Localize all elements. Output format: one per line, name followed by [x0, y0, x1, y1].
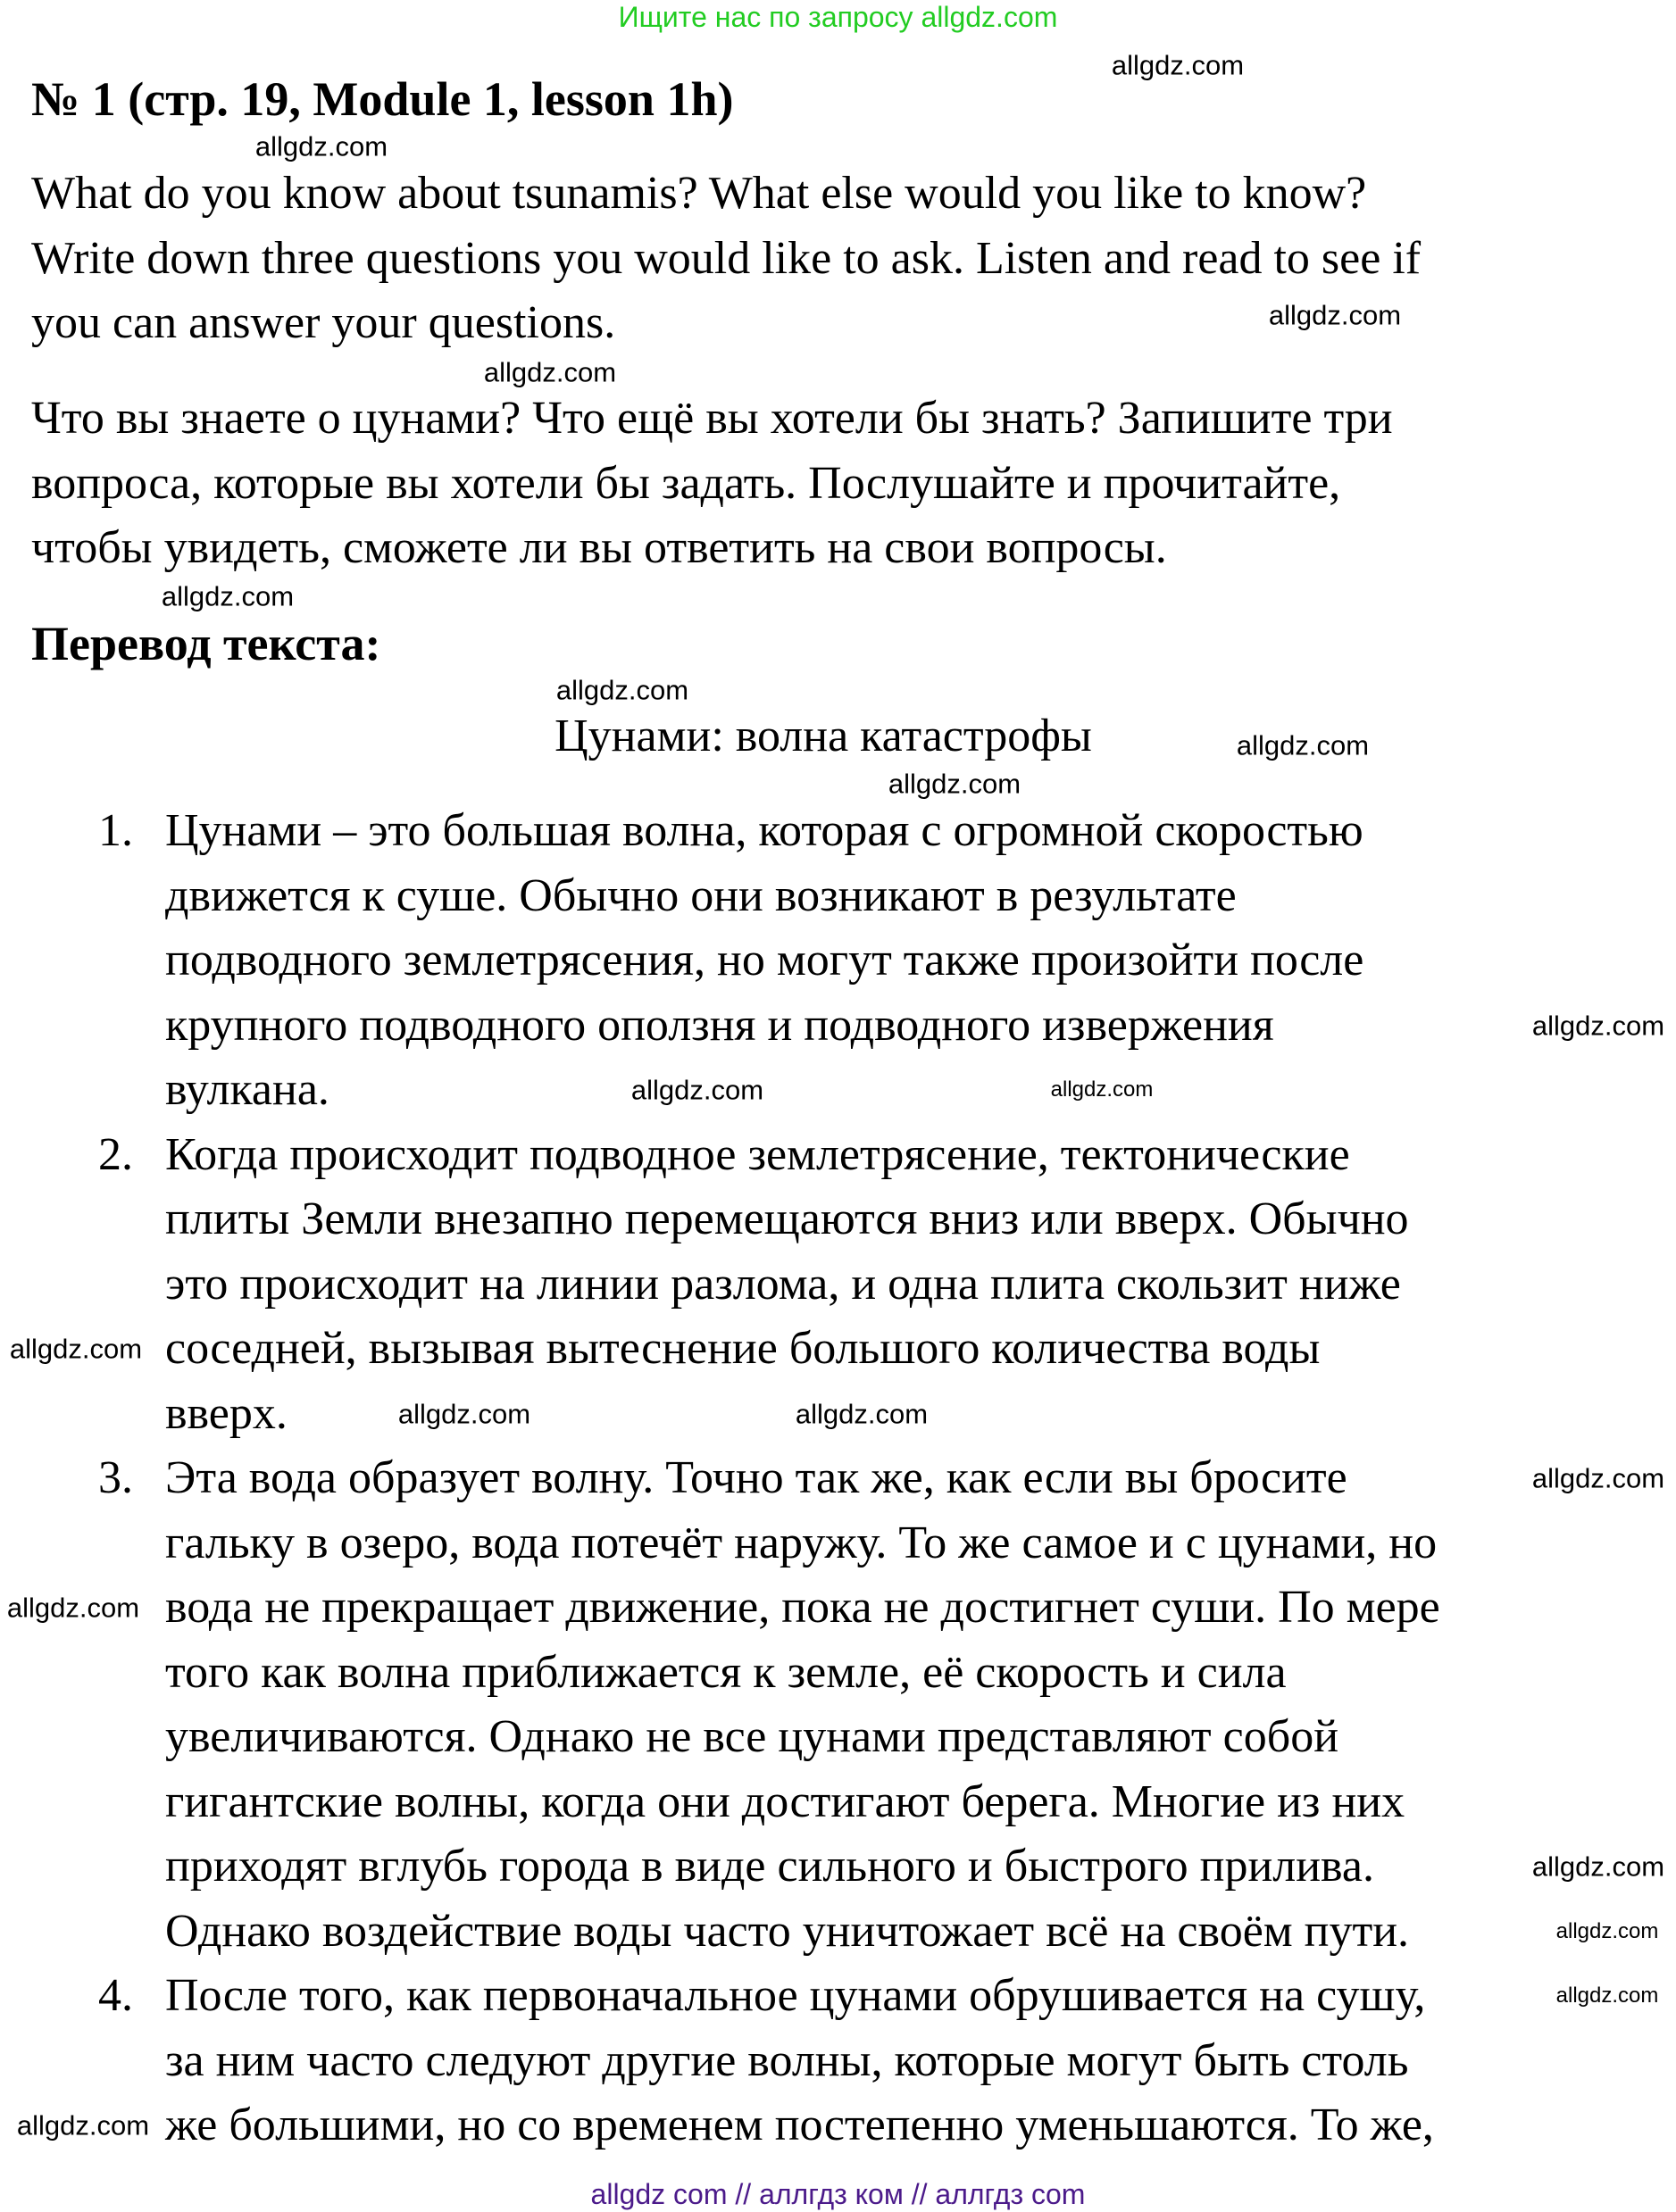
text-line: you can answer your questions.: [31, 297, 616, 348]
text-line: увеличиваются. Однако не все цунами представляют собой: [165, 1711, 1339, 1762]
watermark: allgdz.com: [9, 1333, 143, 1365]
watermark: allgdz.com: [1236, 729, 1370, 761]
text-line: Эта вода образует волну. Точно так же, как если вы бросите: [165, 1452, 1347, 1503]
text-line: Цунами – это большая волна, которая с огромной скоростью: [165, 805, 1363, 856]
watermark: allgdz.com: [254, 130, 388, 162]
text-line: гигантские волны, когда они достигают берега. Многие из них: [165, 1775, 1405, 1827]
text-line: того как волна приближается к земле, её скорость и сила: [165, 1646, 1287, 1698]
text-line: плиты Земли внезапно перемещаются вниз или вверх. Обычно: [165, 1193, 1409, 1244]
numbered-list: [31, 799, 1440, 2158]
item-number: 1.: [98, 805, 133, 856]
text-line: крупного подводного оползня и подводного извержения: [165, 999, 1274, 1051]
text-line: вулкана.: [165, 1064, 329, 1115]
text-line: подводного землетрясения, но могут также произойти после: [165, 935, 1364, 985]
text-line: движется к суше. Обычно они возникают в результате: [165, 869, 1237, 921]
text-line: Что вы знаете о цунами? Что ещё вы хотели бы знать? Запишите три: [31, 393, 1393, 444]
russian-task: [31, 387, 1393, 581]
watermark: allgdz.com: [1531, 1010, 1665, 1042]
text-line: Write down three questions you would like to ask. Listen and read to see if: [31, 232, 1422, 284]
watermark: allgdz.com: [1531, 1850, 1665, 1883]
search-banner: Ищите нас по запросу allgdz.com: [618, 1, 1058, 33]
text-line: Однако воздействие воды часто уничтожает всё на своём пути.: [165, 1905, 1410, 1957]
task-title: № 1 (стр. 19, Module 1, lesson 1h): [31, 72, 734, 126]
text-line: гальку в озеро, вода потечёт наружу. То же самое и с цунами, но: [165, 1517, 1438, 1568]
text-line: соседней, вызывая вытеснение большого количества воды: [165, 1323, 1321, 1374]
watermark: allgdz.com: [1050, 1077, 1154, 1102]
watermark: allgdz.com: [1555, 1919, 1659, 1943]
text-title: Цунами: волна катастрофы: [554, 711, 1092, 761]
list-item: [31, 1123, 1440, 1447]
watermark: allgdz.com: [630, 1074, 764, 1106]
text-line: вопроса, которые вы хотели бы задать. Послушайте и прочитайте,: [31, 457, 1341, 509]
text-line: же большими, но со временем постепенно уменьшаются. То же,: [165, 2100, 1434, 2150]
text-line: за ним часто следуют другие волны, которые могут быть столь: [165, 2034, 1409, 2086]
watermark: allgdz.com: [161, 580, 295, 612]
list-item: [31, 1964, 1440, 2158]
watermark: allgdz.com: [483, 356, 617, 388]
watermark: allgdz.com: [1555, 1983, 1659, 2008]
text-line: вода не прекращает движение, пока не достигнет суши. По мере: [165, 1582, 1440, 1633]
watermark: allgdz.com: [1531, 1462, 1665, 1494]
english-task: [31, 162, 1421, 356]
text-line: чтобы увидеть, сможете ли вы ответить на свои вопросы.: [31, 522, 1167, 573]
item-number: 4.: [98, 1970, 133, 2021]
text-line: приходят вглубь города в виде сильного и быстрого прилива.: [165, 1841, 1375, 1892]
text-line: What do you know about tsunamis? What else would you like to know?: [31, 168, 1367, 219]
list-item: [31, 1446, 1440, 1964]
translation-heading: Перевод текста:: [31, 617, 381, 670]
watermark: allgdz.com: [555, 674, 689, 706]
watermark: allgdz.com: [6, 1592, 140, 1624]
text-line: вверх.: [165, 1387, 288, 1439]
watermark: allgdz.com: [888, 768, 1021, 800]
footer-banner: allgdz com // аллгдз ком // аллгдз com: [590, 2178, 1086, 2210]
text-line: Когда происходит подводное землетрясение, тектонические: [165, 1128, 1350, 1180]
item-number: 2.: [98, 1128, 133, 1180]
text-line: это происходит на линии разлома, и одна плита скользит ниже: [165, 1258, 1401, 1310]
watermark: allgdz.com: [16, 2109, 150, 2141]
item-number: 3.: [98, 1452, 133, 1503]
watermark: allgdz.com: [1268, 299, 1402, 331]
watermark: allgdz.com: [397, 1398, 531, 1430]
watermark: allgdz.com: [1111, 49, 1245, 81]
watermark: allgdz.com: [795, 1398, 929, 1430]
text-line: После того, как первоначальное цунами обрушивается на сушу,: [165, 1970, 1426, 2021]
